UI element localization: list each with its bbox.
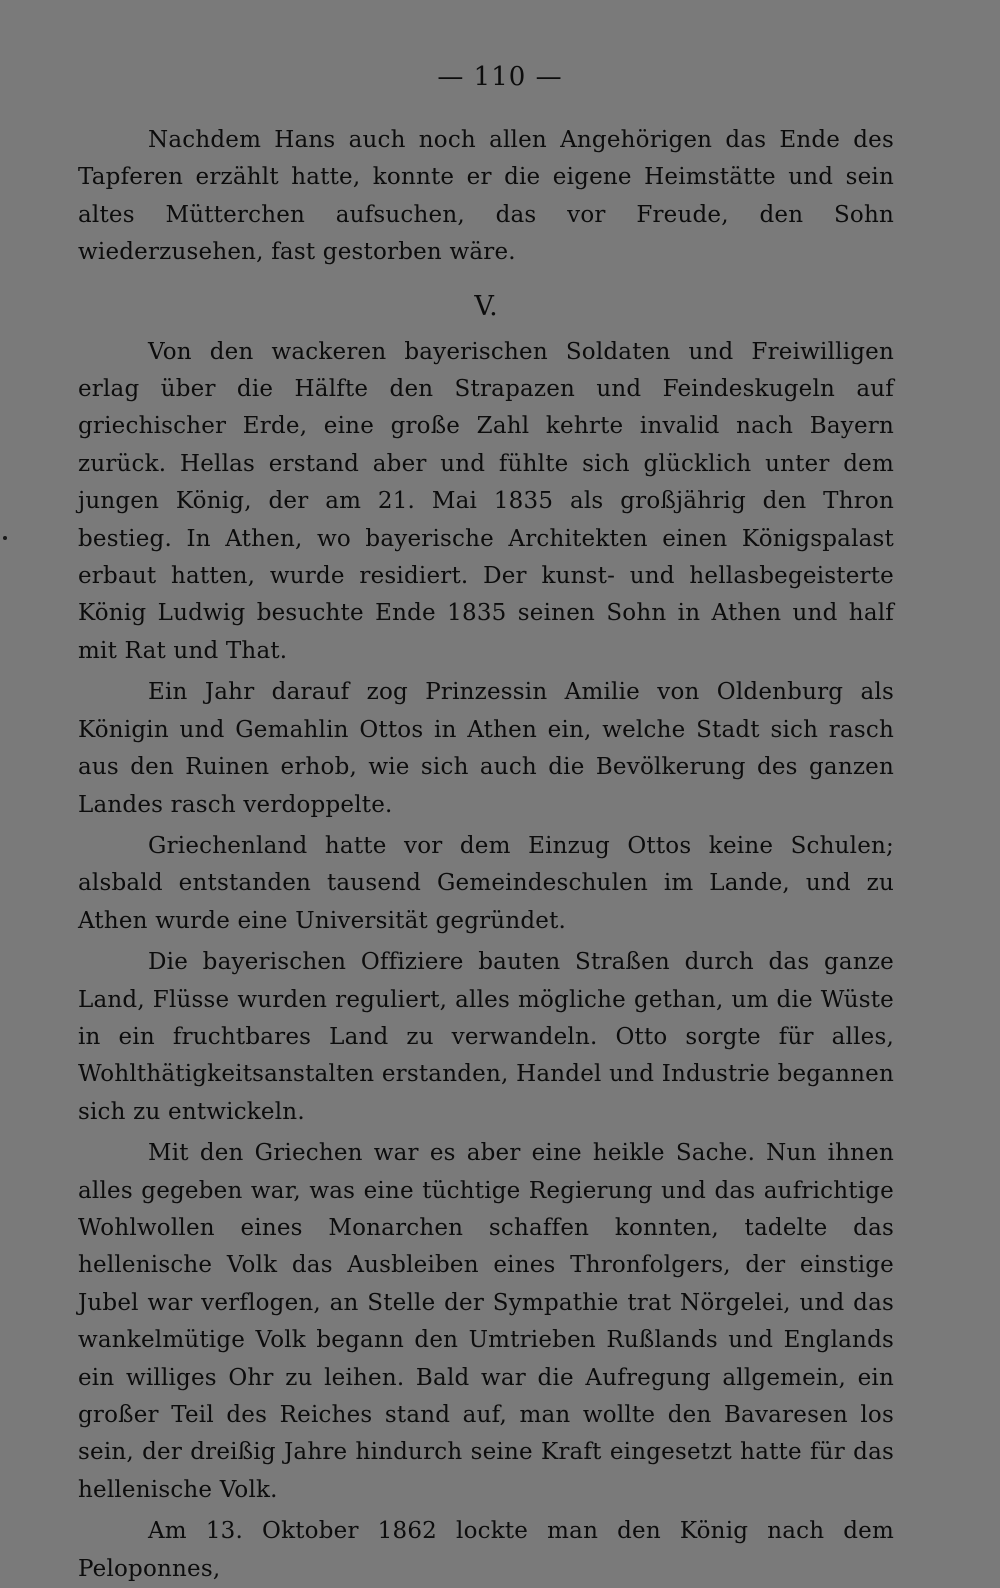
page-number: — 110 — <box>437 62 563 92</box>
paragraph-bavarian-soldiers: Von den wackeren bayerischen Soldaten und Freiwilligen erlag über die Hälfte den Strapazen und Feindeskugeln auf griechischer Erde, eine große Zahl kehrte invalid nach Bayern zurück. Hellas erstand aber und fühlte sich glücklich unter dem jungen König, der am 21. Mai 1835 als großjährig den Thron bestieg. In Athen, wo bayerische Architekten einen Königspalast erbaut hatten, wurde residiert. Der kunst- und hellasbegeisterte König Ludwig besuchte Ende 1835 seinen Sohn in Athen und half mit Rat und That. <box>78 338 894 664</box>
paragraph-discontent: Mit den Griechen war es aber eine heikle Sache. Nun ihnen alles gegeben war, was eine tüchtige Regierung und das aufrichtige Wohlwollen eines Monarchen schaffen konnten, tadelte das hellenische Volk das Ausbleiben eines Thronfolgers, der einstige Jubel war verflogen, an Stelle der Sympathie trat Nörgelei, und das wankelmütige Volk begann den Umtrieben Rußlands und Englands ein williges Ohr zu leihen. Bald war die Aufregung allgemein, ein großer Teil des Reiches stand auf, man wollte den Bavaresen los sein, der dreißig Jahre hindurch seine Kraft eingesetzt hatte für das hellenische Volk. <box>78 1140 894 1503</box>
section-heading: V. <box>474 290 498 322</box>
paragraph-hans-returns: Nachdem Hans auch noch allen Angehörigen das Ende des Tapferen erzählt hatte, konnte er die eigene Heimstätte und sein altes Mütterchen aufsuchen, das vor Freude, den Sohn wiederzusehen, fast gestorben wäre. <box>78 127 894 266</box>
paragraph-schools: Griechenland hatte vor dem Einzug Ottos keine Schulen; alsbald entstanden tausend Gemeindeschulen im Lande, und zu Athen wurde eine Universität gegründet. <box>78 832 894 934</box>
body-text <box>78 122 894 1588</box>
paragraph-queen-amalia: Ein Jahr darauf zog Prinzessin Amilie von Oldenburg als Königin und Gemahlin Ottos in Athen ein, welche Stadt sich rasch aus den Ruinen erhob, wie sich auch die Bevölkerung des ganzen Landes rasch verdoppelte. <box>78 679 894 818</box>
paragraph-infrastructure: Die bayerischen Offiziere bauten Straßen durch das ganze Land, Flüsse wurden reguliert, alles mögliche gethan, um die Wüste in ein fruchtbares Land zu verwandeln. Otto sorgte für alles, Wohlthätigkeitsanstalten erstanden, Handel und Industrie begannen sich zu entwickeln. <box>78 949 894 1125</box>
print-speck <box>3 536 7 540</box>
paragraph-october-1862: Am 13. Oktober 1862 lockte man den König nach dem Peloponnes, <box>78 1518 894 1582</box>
